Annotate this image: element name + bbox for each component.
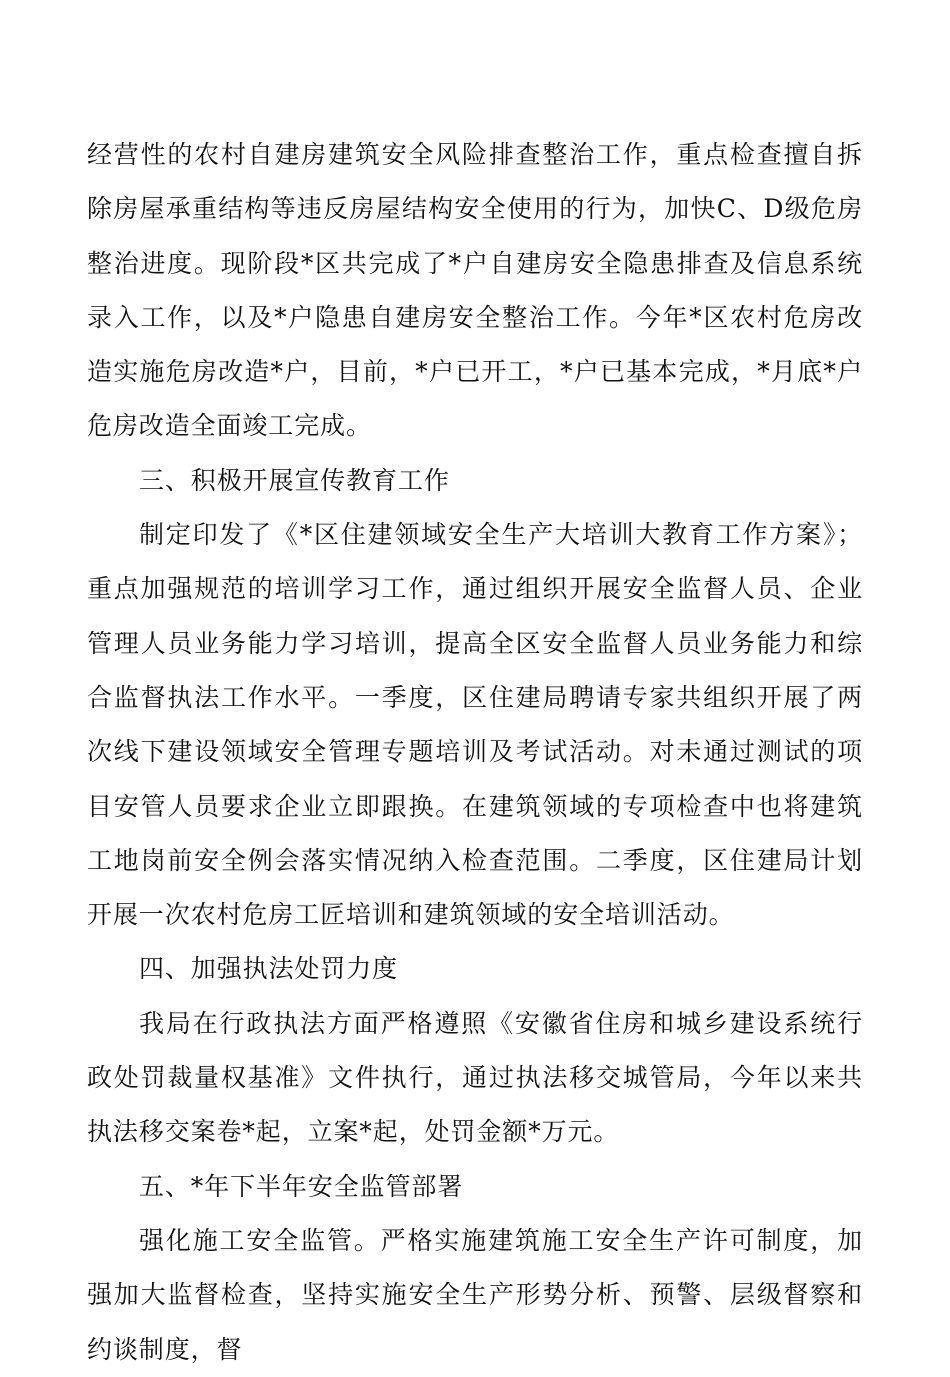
paragraph-rural-housing-safety: 经营性的农村自建房建筑安全风险排查整治工作，重点检查擅自拆除房屋承重结构等违反房屋结构安全使用的行为，加快C、D级危房整治进度。现阶段*区共完成了*户自建房安全隐患排查及信息系统录入工作，以及*户隐患自建房安全整治工作。今年*区农村危房改造实施危房改造*户，目前，*户已开工，*户已基本完成，*月底*户危房改造全面竣工完成。 bbox=[87, 140, 863, 441]
paragraph-construction-supervision: 强化施工安全监管。严格实施建筑施工安全生产许可制度，加强加大监督检查，坚持实施安全生产形势分析、预警、层级督察和约谈制度，督 bbox=[87, 1225, 863, 1364]
section-heading-second-half-plan: 五、*年下半年安全监管部署 bbox=[139, 1171, 464, 1201]
document-body bbox=[87, 128, 863, 1377]
section-heading-publicity-education: 三、积极开展宣传教育工作 bbox=[139, 465, 450, 495]
section-heading-enforcement: 四、加强执法处罚力度 bbox=[139, 954, 399, 984]
paragraph-administrative-enforcement: 我局在行政执法方面严格遵照《安徽省住房和城乡建设系统行政处罚裁量权基准》文件执行，通过执法移交城管局，今年以来共执法移交案卷*起，立案*起，处罚金额*万元。 bbox=[87, 1008, 863, 1147]
paragraph-training-program: 制定印发了《*区住建领域安全生产大培训大教育工作方案》；重点加强规范的培训学习工作，通过组织开展安全监督人员、企业管理人员业务能力学习培训，提高全区安全监督人员业务能力和综合监督执法工作水平。一季度，区住建局聘请专家共组织开展了两次线下建设领域安全管理专题培训及考试活动。对未通过测试的项目安管人员要求企业立即跟换。在建筑领域的专项检查中也将建筑工地岗前安全例会落实情况纳入检查范围。二季度，区住建局计划开展一次农村危房工匠培训和建筑领域的安全培训活动。 bbox=[87, 520, 863, 930]
